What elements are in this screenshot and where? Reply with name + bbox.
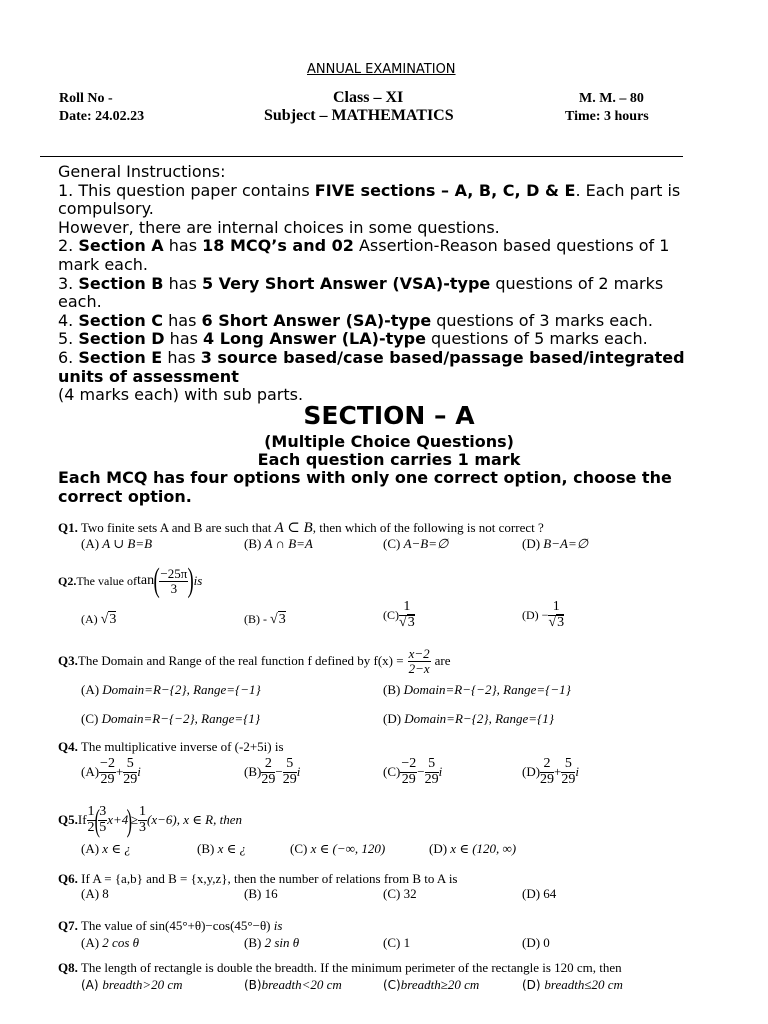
q3-option-d: (D) Domain=R−{2}, Range={1}	[383, 711, 554, 726]
q5-option-a: (A) x ∈ ¿	[81, 841, 131, 856]
q3-option-a: (A) Domain=R−{2}, Range={−1}	[81, 682, 261, 697]
q7-option-d: (D) 0	[522, 935, 550, 950]
question-8: Q8. The length of rectangle is double the breadth. If the minimum perimeter of the rectangle is 120 cm, then	[58, 960, 622, 975]
q5-option-d: (D) x ∈ (120, ∞)	[429, 841, 517, 856]
instruction-choice: However, there are internal choices in some questions.	[58, 217, 500, 237]
instruction-6-tail: (4 marks each) with sub parts.	[58, 385, 304, 405]
mcq-instruction: Each MCQ has four options with only one correct option, choose the correct option.	[58, 468, 672, 506]
instruction-1: 1. This question paper contains FIVE sections – A, B, C, D & E. Each part is	[58, 180, 681, 200]
question-6: Q6. If A = {a,b} and B = {x,y,z}, then the number of relations from B to A is	[58, 871, 458, 886]
q8-option-b: (B)breadth<20 cm	[244, 977, 342, 992]
question-5: Q5. If $\frac{1}{2}$ ( $\frac{3}{5}$ x+4 ) ≥ $\frac{1}{3}$ (x−6), x ∈ R, then	[58, 801, 242, 838]
q2-option-d: (D) − $\frac{1}{√3}$	[522, 599, 565, 630]
roll-no: Roll No -	[59, 91, 113, 106]
q2-option-a: (A) √3	[81, 612, 117, 627]
instructions-heading: General Instructions:	[58, 162, 226, 181]
exam-title: ANNUAL EXAMINATION	[307, 62, 456, 77]
q5-option-b: (B) x ∈ ¿	[197, 841, 246, 856]
class-label: Class – XI	[333, 89, 404, 106]
section-marks-note: Each question carries 1 mark	[257, 450, 521, 469]
section-subtitle: (Multiple Choice Questions)	[264, 432, 514, 451]
q6-option-c: (C) 32	[383, 886, 417, 901]
question-4: Q4. The multiplicative inverse of (-2+5i) is	[58, 739, 284, 754]
q4-option-a: (A) $\frac{-2}{29}$ + $\frac{5}{29}$ i	[81, 756, 141, 787]
q2-option-c: (C) $\frac{1}{√3}$	[383, 599, 415, 630]
max-marks: M. M. – 80	[579, 91, 644, 106]
instruction-5: 5. Section D has 4 Long Answer (LA)-type questions of 5 marks each.	[58, 329, 648, 349]
q7-option-b: (B) 2 sin θ	[244, 935, 300, 950]
header-divider	[40, 156, 683, 157]
q6-option-b: (B) 16	[244, 886, 278, 901]
exam-time: Time: 3 hours	[565, 109, 649, 124]
question-1: Q1. Two finite sets A and B are such that A ⊂ B, then which of the following is not correct ?	[58, 520, 544, 536]
q8-option-d: (D) breadth≤20 cm	[522, 977, 623, 992]
question-7: Q7. The value of sin(45°+θ)−cos(45°−θ) is	[58, 918, 283, 933]
q8-option-c: (C)breadth≥20 cm	[383, 977, 480, 992]
q6-option-a: (A) 8	[81, 886, 109, 901]
instruction-6: 6. Section E has 3 source based/case based/passage based/integrated	[58, 347, 685, 367]
q7-option-a: (A) 2 cos θ	[81, 935, 140, 950]
q1-option-d: (D) B−A=∅	[522, 536, 589, 551]
subject-label: Subject – MATHEMATICS	[264, 107, 454, 124]
q3-option-b: (B) Domain=R−{−2}, Range={−1}	[383, 682, 571, 697]
instruction-2-cont: mark each.	[58, 254, 148, 274]
q6-option-d: (D) 64	[522, 886, 557, 901]
q3-option-c: (C) Domain=R−{−2}, Range={1}	[81, 711, 261, 726]
general-instructions	[58, 163, 685, 405]
q4-option-d: (D) $\frac{2}{29}$ + $\frac{5}{29}$ i	[522, 756, 580, 787]
instruction-1-cont: compulsory.	[58, 199, 154, 219]
q4-option-c: (C) $\frac{-2}{29}$ − $\frac{5}{29}$ i	[383, 756, 443, 787]
q1-option-b: (B) A ∩ B=A	[244, 536, 313, 551]
section-a-heading: SECTION – A	[303, 401, 475, 430]
instruction-2: 2. Section A has 18 MCQ’s and 02 Assertion-Reason based questions of 1	[58, 236, 670, 256]
instruction-3-cont: each.	[58, 292, 102, 312]
q7-option-c: (C) 1	[383, 935, 411, 950]
q4-option-b: (B) $\frac{2}{29}$ − $\frac{5}{29}$ i	[244, 756, 301, 787]
q2-option-b: (B) - √3	[244, 612, 286, 627]
q1-option-c: (C) A−B=∅	[383, 536, 449, 551]
q5-option-c: (C) x ∈ (−∞, 120)	[290, 841, 386, 856]
question-3: Q3. The Domain and Range of the real function f defined by f(x) = $\frac{x-2}{2-x}$ are	[58, 646, 451, 676]
instruction-4: 4. Section C has 6 Short Answer (SA)-type questions of 3 marks each.	[58, 310, 653, 330]
exam-date: Date: 24.02.23	[59, 109, 145, 124]
instruction-6-cont: units of assessment	[58, 366, 239, 386]
question-2: Q2. The value of tan ( $\frac{-25\pi}{3}$ ) is	[58, 562, 203, 599]
instruction-3: 3. Section B has 5 Very Short Answer (VSA)-type questions of 2 marks	[58, 273, 664, 293]
q1-option-a: (A) A ∪ B=B	[81, 536, 153, 551]
q8-option-a: (A) breadth>20 cm	[81, 977, 183, 992]
